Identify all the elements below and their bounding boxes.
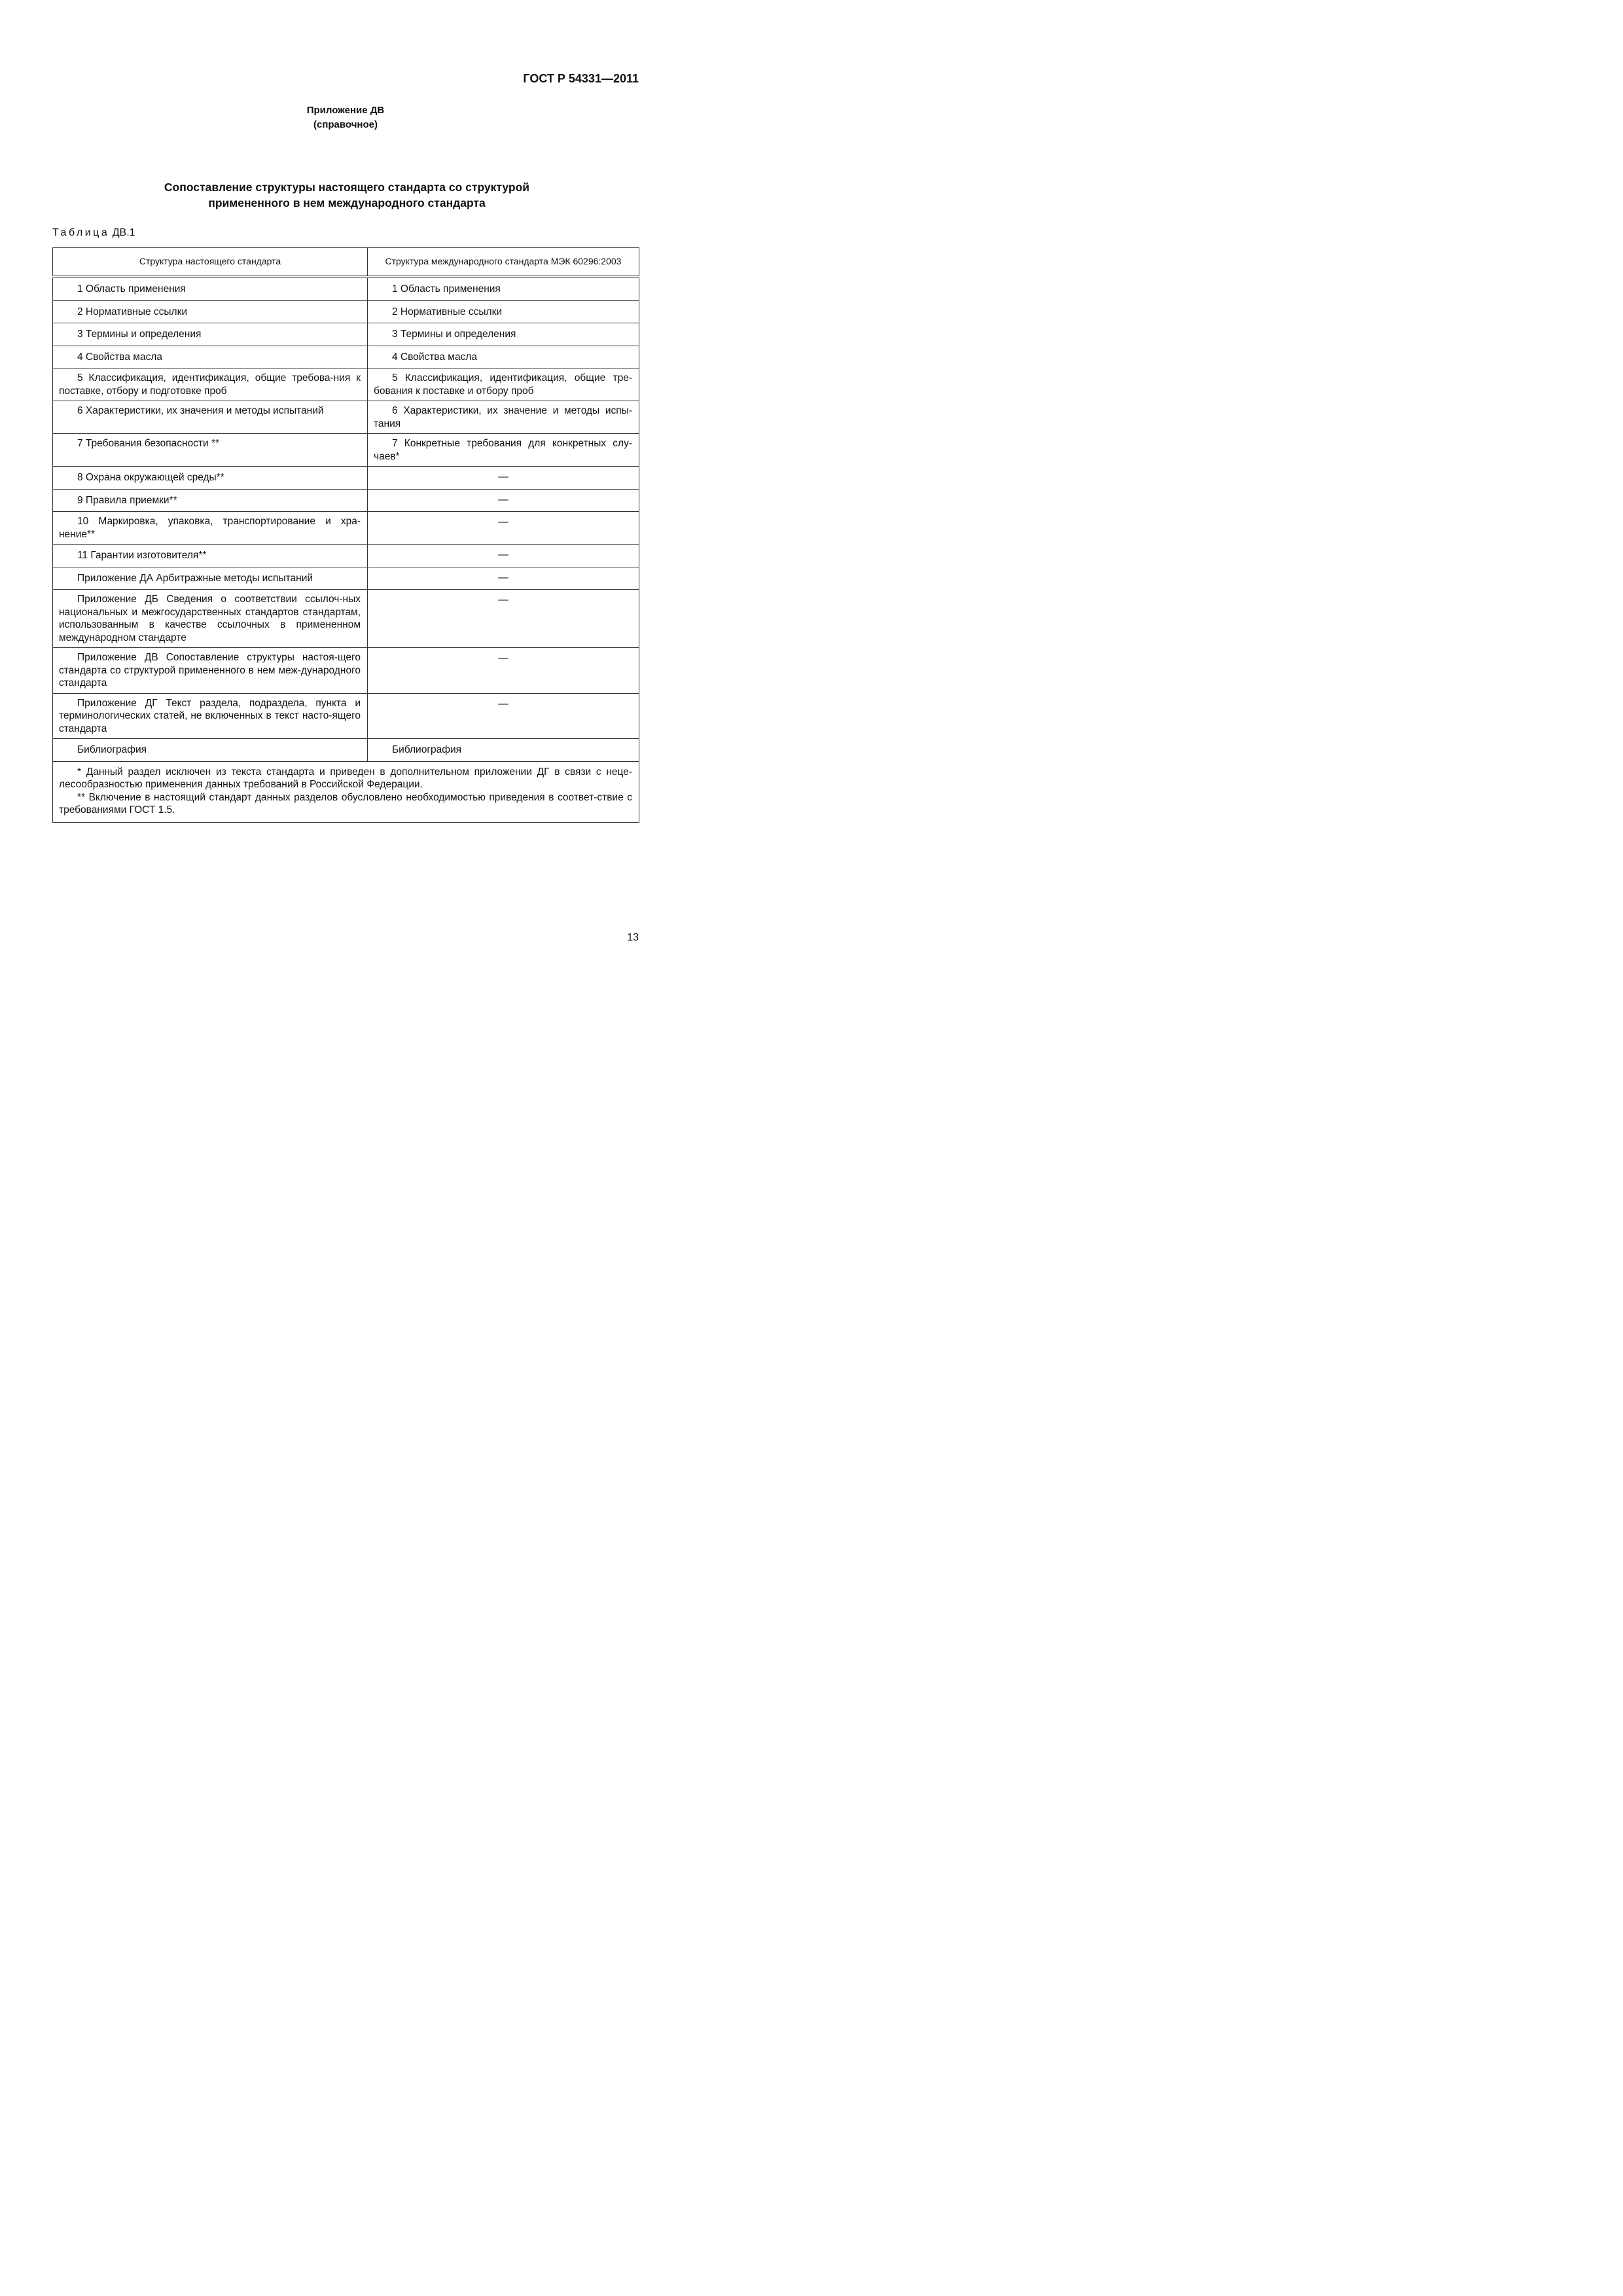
table-row — [53, 545, 639, 567]
national-cell: 11 Гарантии изготовителя** — [53, 545, 368, 567]
column-header-international: Структура международного стандарта МЭК 60296:2003 — [368, 248, 639, 278]
table-row — [53, 401, 639, 434]
footnote-double-asterisk: ** Включение в настоящий стандарт данных разделов обусловлено необходимостью приведения в соответ-ствие с требованиями ГОСТ 1.5. — [59, 791, 632, 816]
national-cell: 2 Нормативные ссылки — [53, 300, 368, 323]
national-cell: Приложение ДГ Текст раздела, подраздела, пункта и терминологических статей, не включенных в текст насто-ящего стандарта — [53, 693, 368, 739]
international-cell: 2 Нормативные ссылки — [368, 300, 639, 323]
international-cell-dash: — — [368, 489, 639, 512]
footnote-single-asterisk: * Данный раздел исключен из текста стандарта и приведен в дополнительном приложении ДГ в связи с неце-лесообразностью применения данных требований в Российской Федерации. — [59, 766, 632, 790]
table-caption — [52, 227, 135, 239]
title-line-2: примененного в нем международного стандарта — [208, 196, 486, 209]
table-row — [53, 648, 639, 694]
international-cell-dash: — — [368, 590, 639, 648]
table-row — [53, 277, 639, 300]
appendix-label: Приложение ДВ — [306, 105, 385, 116]
document-id: ГОСТ Р 54331—2011 — [523, 72, 639, 85]
international-cell-dash: — — [368, 545, 639, 567]
appendix-heading — [0, 103, 691, 132]
table-row — [53, 434, 639, 467]
national-cell: 8 Охрана окружающей среды** — [53, 467, 368, 490]
table-row — [53, 512, 639, 545]
national-cell: 7 Требования безопасности ** — [53, 434, 368, 467]
national-cell: 3 Термины и определения — [53, 323, 368, 346]
national-cell: 1 Область применения — [53, 277, 368, 300]
table-row — [53, 300, 639, 323]
national-cell: Приложение ДВ Сопоставление структуры настоя-щего стандарта со структурой примененного в нем меж-дународного стандарта — [53, 648, 368, 694]
national-cell: Приложение ДБ Сведения о соответствии ссылоч-ных национальных и межгосударственных стандартов стандартам, использованным в качестве ссылочных в примененном международном стандарте — [53, 590, 368, 648]
international-cell: 1 Область применения — [368, 277, 639, 300]
national-cell: Библиография — [53, 739, 368, 762]
table-row — [53, 323, 639, 346]
column-header-national: Структура настоящего стандарта — [53, 248, 368, 278]
table-row — [53, 467, 639, 490]
appendix-type: (справочное) — [313, 119, 378, 130]
national-cell: 4 Свойства масла — [53, 346, 368, 368]
international-cell-dash: — — [368, 512, 639, 545]
national-cell: 6 Характеристики, их значения и методы испытаний — [53, 401, 368, 434]
section-title — [0, 179, 694, 211]
international-cell-dash: — — [368, 567, 639, 590]
national-cell: Приложение ДА Арбитражные методы испытаний — [53, 567, 368, 590]
national-cell: 10 Маркировка, упаковка, транспортирование и хра-нение** — [53, 512, 368, 545]
international-cell: 7 Конкретные требования для конкретных слу-чаев* — [368, 434, 639, 467]
national-cell: 5 Классификация, идентификация, общие требова-ния к поставке, отбору и подготовке проб — [53, 368, 368, 401]
structure-comparison-table — [52, 247, 639, 823]
international-cell-dash: — — [368, 467, 639, 490]
international-cell-dash: — — [368, 648, 639, 694]
table-caption-word: Таблица — [52, 227, 110, 238]
table-row — [53, 368, 639, 401]
table-row — [53, 567, 639, 590]
table-row — [53, 346, 639, 368]
international-cell: 4 Свойства масла — [368, 346, 639, 368]
international-cell: 5 Классификация, идентификация, общие тре-бования к поставке и отбору проб — [368, 368, 639, 401]
table-header-row — [53, 248, 639, 278]
national-cell: 9 Правила приемки** — [53, 489, 368, 512]
page-number: 13 — [627, 932, 639, 943]
international-cell-dash: — — [368, 693, 639, 739]
table-row — [53, 590, 639, 648]
table-row — [53, 693, 639, 739]
table-row — [53, 739, 639, 762]
international-cell: 3 Термины и определения — [368, 323, 639, 346]
international-cell: Библиография — [368, 739, 639, 762]
table-caption-number: ДВ.1 — [112, 227, 135, 238]
table-row — [53, 489, 639, 512]
table-notes — [53, 761, 639, 822]
title-line-1: Сопоставление структуры настоящего стандарта со структурой — [164, 181, 530, 194]
international-cell: 6 Характеристики, их значение и методы испы-тания — [368, 401, 639, 434]
table-notes-row — [53, 761, 639, 822]
